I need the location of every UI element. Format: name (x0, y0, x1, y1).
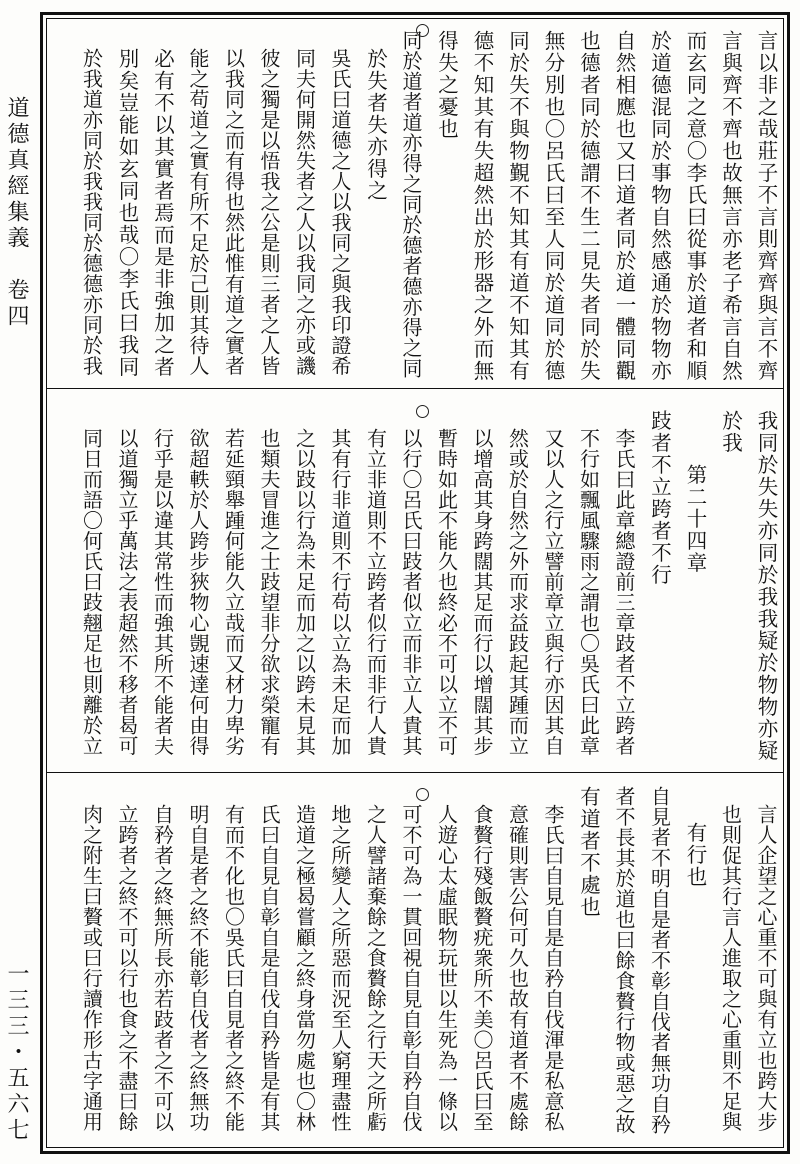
text-column: 同夫何開然失者之人以我同之亦或譏 (292, 48, 317, 376)
text-column: 能之苟道之實有所不足於己則其待人 (186, 48, 210, 376)
text-column: 以行〇呂氏曰跂者似立而非立人貴其 (399, 428, 423, 756)
circle-mark (416, 405, 429, 418)
text-column: 有而不化也〇吳氏曰自見者之終不能 (221, 804, 246, 1132)
text-column: 得失之憂也 (434, 30, 459, 140)
text-column: 同於失不與物覲不知其有道不知其有 (505, 30, 530, 382)
text-column: 地之所變人之所惡而況至人窮理盡性 (328, 804, 352, 1132)
text-column: 食贅行殘飯贅疣衆所不美〇呂氏曰至 (470, 804, 494, 1132)
text-column: 其有行非道則不行苟以立為未足而加 (328, 428, 352, 756)
section-divider-2 (46, 772, 784, 773)
text-column: 以我同之而有得也然此惟有道之實者 (221, 48, 246, 376)
text-column: 無分別也〇呂氏曰至人同於道同於德 (541, 30, 565, 382)
text-column: 吳氏曰道德之人以我同之與我印證希 (328, 48, 352, 376)
text-column: 也類夫冒進之士跂望非分欲求榮寵有 (257, 428, 281, 756)
text-section-3 (70, 786, 780, 1138)
text-column: 可不可為一貫回視自見自彰自矜自伐 (399, 804, 423, 1132)
text-column: 然或於自然之外而求益跂起其踵而立 (505, 428, 530, 756)
text-column: 也德者同於德謂不生二見失者同於失 (576, 30, 601, 382)
text-column: 若延頸舉踵何能久立哉而又材力卑劣 (221, 428, 246, 756)
text-column: 李氏曰此章總證前三章跂者不立跨者 (612, 428, 636, 756)
text-column: 言人企望之心重不可與有立也跨大步 (754, 804, 778, 1132)
text-column: 有道者不處也 (576, 786, 601, 918)
text-column: 於失者失亦得之 (363, 48, 388, 202)
text-column: 自見者不明自是者不彰自伐者無功自矜 (647, 786, 672, 1135)
text-column: 又以人之行立譬前章立與行亦因其自 (541, 428, 565, 756)
text-column: 也則促其行言人進取之心重則不足與 (718, 804, 743, 1132)
text-column: 肉之附生曰贅或曰行讀作形古字通用 (79, 804, 104, 1132)
text-column: 必有不以其實者焉而是非強加之者 (150, 48, 175, 378)
section-divider-1 (46, 388, 784, 389)
text-column: 於我 (718, 410, 743, 454)
text-column: 我同於失失亦同於我我疑於物物亦疑 (754, 410, 778, 762)
text-column: 同於道者道亦得之同於德者德亦得之同 (399, 30, 423, 379)
page-number: 一三三・五六七 (4, 962, 29, 1144)
text-column: 跂者不立跨者不行 (647, 410, 672, 586)
circle-mark (416, 788, 429, 801)
text-column: 有行也 (683, 822, 707, 888)
book-title: 道德真經集義 卷四 (4, 96, 29, 330)
text-column: 行乎是以違其常性而強其所不能者夫 (150, 428, 175, 756)
text-column: 氏曰自見自彰自是自伐自矜皆是有其 (257, 804, 281, 1132)
text-column: 以道獨立乎萬法之表超然不移者曷可 (115, 428, 139, 756)
text-section-2 (70, 410, 780, 762)
text-column: 德不知其有失超然出於形器之外而無 (470, 30, 494, 382)
text-column: 於我道亦同於我我同於德德亦同於我 (79, 48, 104, 376)
text-column: 以增高其身跨闊其足而行以增闊其步 (470, 428, 494, 756)
text-column: 而玄同之意〇李氏曰從事於道者和順 (683, 30, 707, 382)
text-column: 明自是者之終不能彰自伐者之終無功 (186, 804, 210, 1132)
text-column: 之人譬諸棄餘之食贅餘之行天之所虧 (363, 804, 388, 1132)
text-column: 暫時如此不能久也終必不可以立不可 (434, 428, 459, 756)
text-column: 言與齊不齊也故無言亦老子希言自然 (718, 30, 743, 382)
text-column: 人遊心太虛眠物玩世以生死為一條以 (434, 804, 459, 1132)
text-column: 欲超軼於人跨步狹物心覬速達何由得 (186, 428, 210, 756)
text-column: 別矣豈能如玄同也哉〇李氏曰我同 (115, 48, 139, 378)
text-column: 立跨者之終不可以行也食之不盡曰餘 (115, 804, 139, 1132)
text-column: 不行如飄風驟雨之謂也〇吳氏曰此章 (576, 428, 601, 756)
text-column: 有立非道則不立跨者似行而非行人貴 (363, 428, 388, 756)
text-column: 意確則害公何可久也故有道者不處餘 (505, 804, 530, 1132)
text-column: 之以跂以行為未足而加之以跨未見其 (292, 428, 317, 756)
text-column: 李氏曰自見自是自矜自伐渾是私意私 (541, 804, 565, 1132)
text-section-1 (70, 30, 780, 382)
text-column: 自然相應也又曰道者同於道一體同觀 (612, 30, 636, 382)
text-column: 言以非之哉莊子不言則齊齊與言不齊 (754, 30, 778, 382)
text-column: 者不長其於道也曰餘食贅行物或惡之故 (612, 786, 636, 1135)
text-column: 同日而語〇何氏曰跂翹足也則離於立 (79, 428, 104, 756)
text-column: 造道之極曷嘗顧之終身當勿處也〇林 (292, 804, 317, 1132)
text-column: 第二十四章 (683, 464, 707, 574)
text-column: 自矜者之終無所長亦若跂者之不可以 (150, 804, 175, 1132)
text-column: 於道德混同於事物自然感通於物物亦 (647, 30, 672, 382)
text-column: 彼之獨是以悟我之公是則三者之人皆 (257, 48, 281, 376)
circle-mark (416, 24, 429, 37)
